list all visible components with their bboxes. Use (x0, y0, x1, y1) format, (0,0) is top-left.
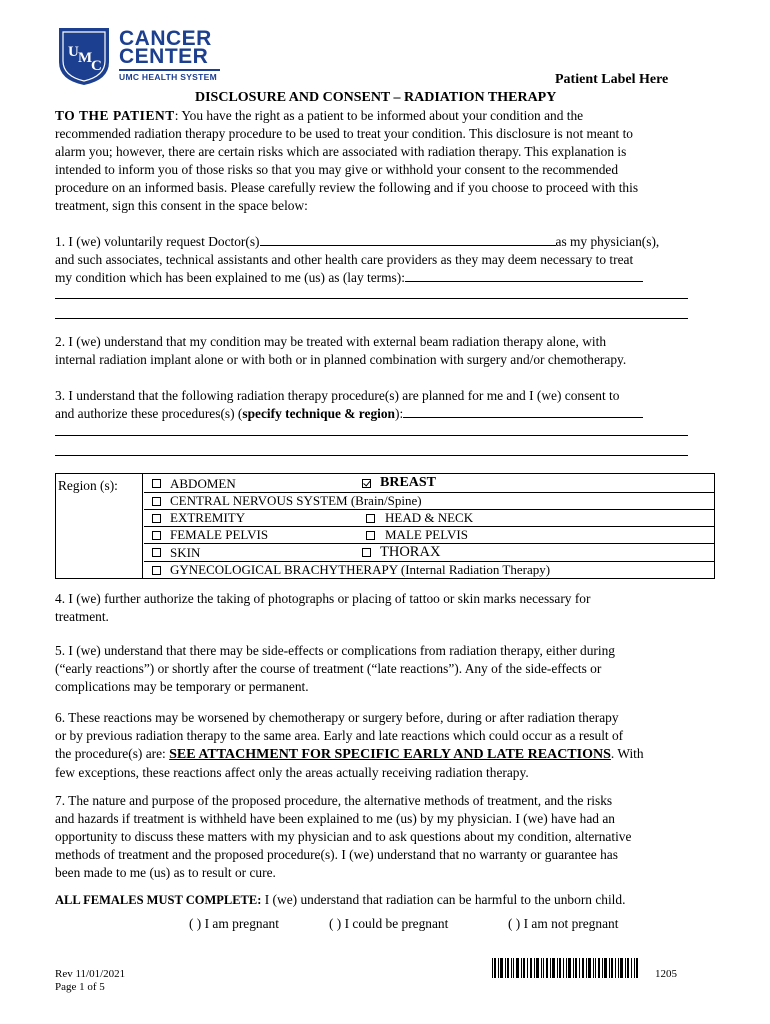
item-6 (55, 709, 717, 782)
item-3 (55, 387, 717, 423)
page-title: DISCLOSURE AND CONSENT – RADIATION THERAPY (195, 90, 557, 105)
intro-line-6: treatment, sign this consent in the space below: (55, 198, 308, 213)
checkbox-head-neck[interactable] (366, 514, 375, 523)
females-text: I (we) understand that radiation can be harmful to the unborn child. (261, 892, 626, 907)
logo-text-health-system: UMC HEALTH SYSTEM (119, 72, 217, 82)
region-row-5 (144, 544, 714, 562)
option-i-am-pregnant[interactable]: ( ) I am pregnant (189, 916, 279, 931)
option-thorax: THORAX (380, 544, 441, 560)
item-1-line-1b: as my physician(s), (555, 234, 660, 249)
barcode-icon (492, 958, 638, 978)
item-1-line-2: and such associates, technical assistants and other health care providers as they may deem necessary to treat (55, 252, 634, 267)
item-5-line-1: 5. I (we) understand that there may be side-effects or complications from radiation therapy, either during (55, 643, 615, 658)
option-extremity: EXTREMITY (170, 510, 246, 525)
females-heading: ALL FEMALES MUST COMPLETE: (55, 893, 262, 907)
region-row-2 (144, 493, 714, 510)
intro-heading: TO THE PATIENT (55, 108, 175, 123)
item-5-line-2: (“early reactions”) or shortly after the course of treatment (“late reactions”). Any of the side-effects or (55, 661, 602, 676)
revision-date: Rev 11/01/2021 (55, 968, 126, 980)
technique-line-3[interactable] (55, 455, 688, 456)
region-table (55, 473, 715, 579)
item-7-line-1: 7. The nature and purpose of the proposed procedure, the alternative methods of treatment, and the risks (55, 793, 613, 808)
intro-line-1: : You have the right as a patient to be informed about your condition and the (174, 108, 584, 123)
item-7-line-5: been made to me (us) as to result or cure. (55, 865, 276, 880)
lay-terms-line-3[interactable] (55, 318, 688, 319)
females-statement (55, 891, 625, 909)
see-attachment-link: SEE ATTACHMENT FOR SPECIFIC EARLY AND LATE REACTIONS (169, 747, 611, 762)
svg-text:M: M (78, 50, 93, 66)
item-6-line-1: 6. These reactions may be worsened by chemotherapy or surgery before, during or after radiation therapy (55, 710, 619, 725)
item-4-line-1: 4. I (we) further authorize the taking of photographs or placing of tattoo or skin marks necessary for (55, 591, 591, 606)
technique-region-field[interactable] (403, 405, 643, 418)
item-1-line-1a: 1. I (we) voluntarily request Doctor(s) (55, 234, 260, 249)
technique-line-2[interactable] (55, 435, 688, 436)
item-3-line-1: 3. I understand that the following radiation therapy procedure(s) are planned for me and I (we) consent to (55, 388, 620, 403)
item-4 (55, 590, 717, 626)
checkbox-extremity[interactable] (152, 514, 161, 523)
logo-text-center: CENTER (119, 45, 209, 68)
umc-cancer-center-logo (55, 26, 225, 90)
region-row-3 (144, 510, 714, 527)
intro-line-2: recommended radiation therapy procedure to be used to treat your condition. This disclosure is not meant to (55, 126, 633, 141)
item-4-line-2: treatment. (55, 609, 109, 624)
intro-line-5: procedure on an informed basis. Please carefully review the following and if you choose to proceed with this (55, 180, 639, 195)
intro-paragraph (55, 107, 717, 215)
item-6-line-3c: . With (610, 746, 644, 761)
doctor-name-field[interactable] (260, 233, 556, 246)
form-number: 1205 (655, 968, 677, 980)
item-7-line-4: methods of treatment and the proposed procedure(s). I (we) understand that no warranty or guarantee has (55, 847, 618, 862)
option-female-pelvis: FEMALE PELVIS (170, 527, 269, 542)
option-i-am-not-pregnant[interactable]: ( ) I am not pregnant (508, 916, 619, 931)
option-i-could-be-pregnant[interactable]: ( ) I could be pregnant (329, 916, 449, 931)
checkbox-abdomen[interactable] (152, 479, 161, 488)
intro-line-4: intended to inform you of those risks so that you may give or withhold your consent to the recommended (55, 162, 619, 177)
logo-text-cancer: CANCER (119, 27, 212, 50)
item-1 (55, 233, 717, 287)
item-6-line-4: few exceptions, these reactions affect only the areas actually receiving radiation therapy. (55, 765, 529, 780)
region-row-6 (144, 562, 714, 579)
item-2-line-1: 2. I (we) understand that my condition may be treated with external beam radiation therapy alone, with (55, 334, 607, 349)
option-abdomen: ABDOMEN (170, 476, 236, 491)
lay-terms-line-2[interactable] (55, 298, 688, 299)
option-breast: BREAST (380, 475, 437, 490)
item-3-line-2a: and authorize these procedures(s) ( (55, 406, 243, 421)
item-7-line-3: opportunity to discuss these matters with my physician and to ask questions about my condition, alternative (55, 829, 632, 844)
option-cns: CENTRAL NERVOUS SYSTEM (Brain/Spine) (170, 493, 422, 508)
item-5-line-3: complications may be temporary or permanent. (55, 679, 309, 694)
item-6-line-2: or by previous radiation therapy to the same area. Early and late reactions which could occur as a result of (55, 728, 624, 743)
checkbox-gyn-brachytherapy[interactable] (152, 566, 161, 575)
checkbox-female-pelvis[interactable] (152, 531, 161, 540)
item-1-line-3: my condition which has been explained to me (us) as (lay terms): (55, 270, 405, 285)
checkbox-breast[interactable] (362, 479, 371, 488)
patient-label-placeholder: Patient Label Here (555, 72, 669, 87)
option-head-neck: HEAD & NECK (385, 510, 474, 525)
intro-line-3: alarm you; however, there are certain risks which are associated with radiation therapy. This explanation is (55, 144, 627, 159)
checkbox-thorax[interactable] (362, 548, 371, 557)
svg-text:U: U (68, 44, 79, 60)
region-row-1 (144, 474, 714, 493)
item-3-line-2c: ): (395, 406, 404, 421)
page-number: Page 1 of 5 (55, 981, 105, 993)
item-3-line-2b: specify technique & region (242, 406, 396, 421)
region-row-4 (144, 527, 714, 544)
region-label: Region (s): (56, 474, 143, 578)
item-2-line-2: internal radiation implant alone or with both or in planned combination with surgery and/or chemotherapy. (55, 352, 627, 367)
checkbox-male-pelvis[interactable] (366, 531, 375, 540)
option-skin: SKIN (170, 545, 201, 560)
svg-text:C: C (91, 58, 102, 74)
checkbox-cns[interactable] (152, 497, 161, 506)
umc-shield-icon (55, 26, 113, 86)
option-male-pelvis: MALE PELVIS (385, 527, 468, 542)
item-5 (55, 642, 717, 696)
lay-terms-field[interactable] (405, 269, 643, 282)
item-2 (55, 333, 717, 369)
item-7-line-2: and hazards if treatment is withheld have been explained to me (us) by my physician. I (we) have had an (55, 811, 615, 826)
item-6-line-3a: the procedure(s) are: (55, 746, 170, 761)
checkbox-skin[interactable] (152, 548, 161, 557)
item-7 (55, 792, 717, 882)
option-gyn-brachytherapy: GYNECOLOGICAL BRACHYTHERAPY (Internal Radiation Therapy) (170, 562, 551, 577)
